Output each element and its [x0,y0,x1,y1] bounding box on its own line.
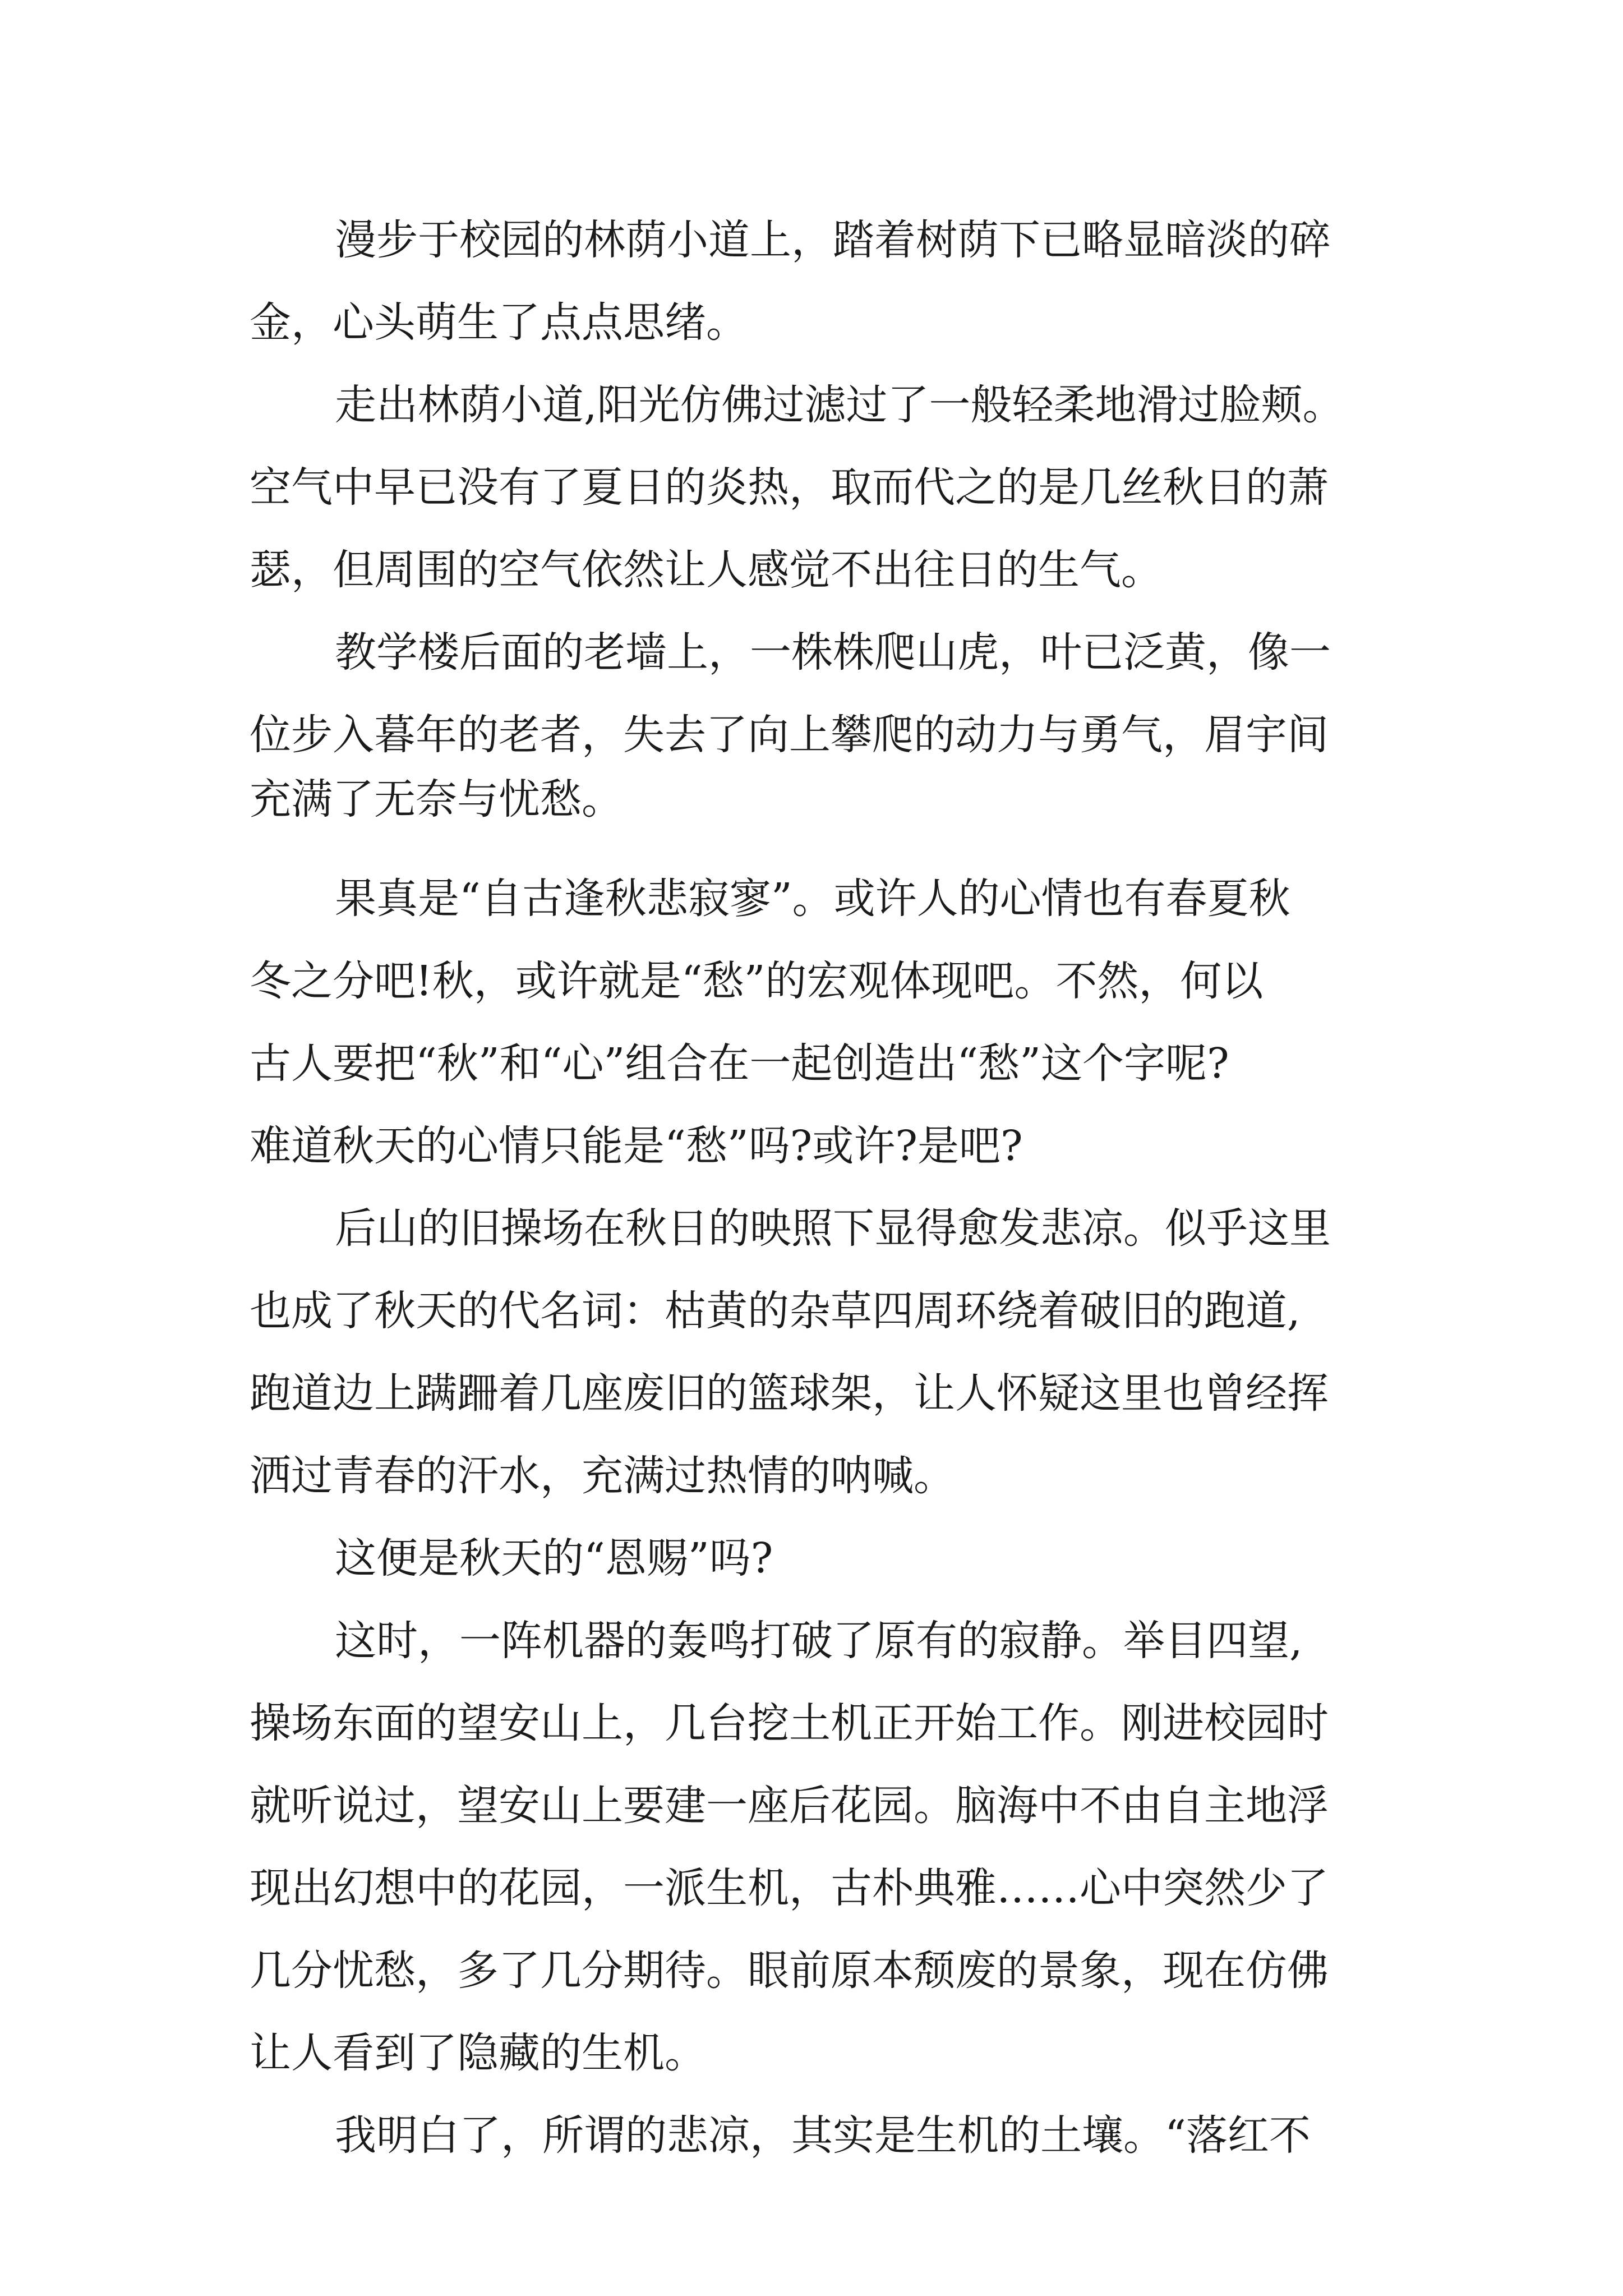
paragraph-3-line-3: 充满了无奈与忧愁。 [250,775,623,823]
paragraph-5-line-2: 也成了秋天的代名词：枯黄的杂草四周环绕着破旧的跑道, [250,1287,1301,1335]
paragraph-2-line-2: 空气中早已没有了夏日的炎热，取而代之的是几丝秋日的萧 [250,463,1329,512]
paragraph-5-line-3: 跑道边上蹒跚着几座废旧的篮球架，让人怀疑这里也曾经挥 [250,1369,1329,1418]
paragraph-7-line-6: 让人看到了隐藏的生机。 [250,2029,706,2077]
paragraph-1-line-1: 漫步于校园的林荫小道上，踏着树荫下已略显暗淡的碎 [335,216,1331,264]
paragraph-5-line-1: 后山的旧操场在秋日的映照下显得愈发悲凉。似乎这里 [335,1204,1331,1253]
paragraph-2-line-1: 走出林荫小道,阳光仿佛过滤过了一般轻柔地滑过脸颊。 [335,381,1344,429]
paragraph-4-line-4: 难道秋天的心情只能是“愁”吗?或许?是吧? [250,1122,1023,1170]
paragraph-1-line-2: 金，心头萌生了点点思绪。 [250,298,748,347]
paragraph-8-line-1: 我明白了，所谓的悲凉，其实是生机的土壤。“落红不 [335,2111,1311,2160]
paragraph-7-line-3: 就听说过，望安山上要建一座后花园。脑海中不由自主地浮 [250,1782,1329,1830]
paragraph-3-line-2: 位步入暮年的老者，失去了向上攀爬的动力与勇气，眉宇间 [250,711,1329,759]
paragraph-7-line-5: 几分忧愁，多了几分期待。眼前原本颓废的景象，现在仿佛 [250,1947,1329,1995]
paragraph-6-line-1: 这便是秋天的“恩赐”吗? [335,1534,773,1582]
paragraph-4-line-3: 古人要把“秋”和“心”组合在一起创造出“愁”这个字呢? [250,1039,1229,1088]
paragraph-3-line-1: 教学楼后面的老墙上，一株株爬山虎，叶已泛黄，像一 [335,628,1331,677]
paragraph-7-line-1: 这时，一阵机器的轰鸣打破了原有的寂静。举目四望, [335,1617,1303,1665]
paragraph-7-line-4: 现出幻想中的花园，一派生机，古朴典雅……心中突然少了 [250,1864,1329,1912]
paragraph-2-line-3: 瑟，但周围的空气依然让人感觉不出往日的生气。 [250,546,1163,594]
paragraph-5-line-4: 洒过青春的汗水，充满过热情的呐喊。 [250,1452,955,1500]
paragraph-4-line-1: 果真是“自古逢秋悲寂寥”。或许人的心情也有春夏秋 [335,875,1290,923]
paragraph-7-line-2: 操场东面的望安山上，几台挖土机正开始工作。刚进校园时 [250,1699,1329,1747]
paragraph-4-line-2: 冬之分吧!秋，或许就是“愁”的宏观体现吧。不然，何以 [250,957,1264,1005]
